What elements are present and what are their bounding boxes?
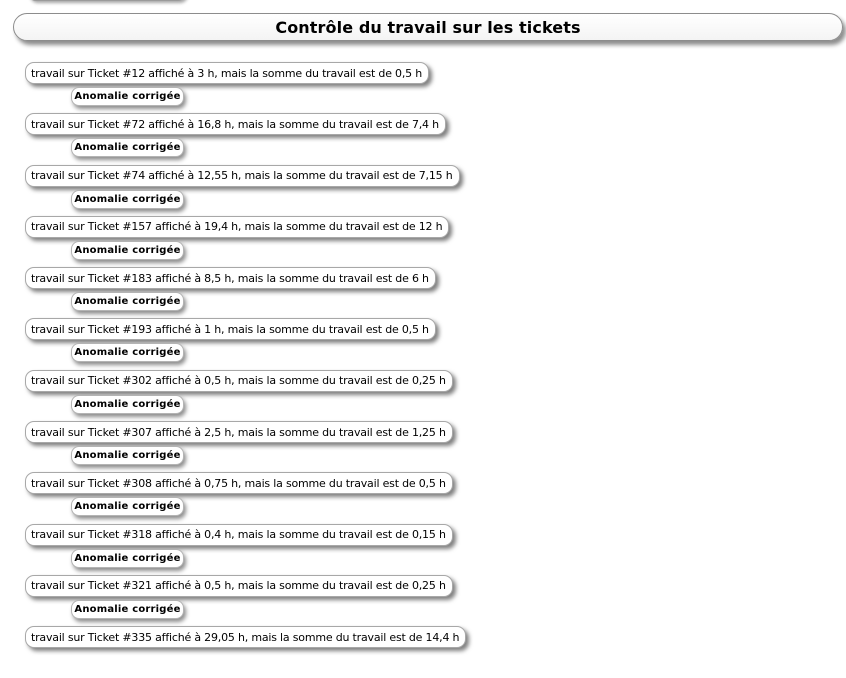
anomaly-fixed-button[interactable]: Anomalie corrigée <box>71 138 184 157</box>
anomaly-item <box>25 62 825 113</box>
anomaly-item <box>25 216 825 267</box>
section-title: Contrôle du travail sur les tickets <box>275 17 581 37</box>
anomaly-message: travail sur Ticket #72 affiché à 16,8 h, mais la somme du travail est de 7,4 h <box>25 113 446 135</box>
anomaly-item <box>25 318 825 369</box>
anomaly-fixed-button[interactable]: Anomalie corrigée <box>71 549 184 568</box>
section-header <box>13 13 843 41</box>
anomaly-fixed-button[interactable]: Anomalie corrigée <box>71 600 184 619</box>
anomaly-message: travail sur Ticket #307 affiché à 2,5 h, mais la somme du travail est de 1,25 h <box>25 421 453 443</box>
anomaly-item <box>25 113 825 164</box>
anomaly-message: travail sur Ticket #321 affiché à 0,5 h, mais la somme du travail est de 0,25 h <box>25 575 453 597</box>
anomaly-message: travail sur Ticket #318 affiché à 0,4 h, mais la somme du travail est de 0,15 h <box>25 524 453 546</box>
anomaly-fixed-button[interactable]: Anomalie corrigée <box>71 241 184 260</box>
anomaly-fixed-button[interactable]: Anomalie corrigée <box>71 190 184 209</box>
anomaly-message: travail sur Ticket #335 affiché à 29,05 h, mais la somme du travail est de 14,4 h <box>25 626 466 648</box>
anomaly-message: travail sur Ticket #308 affiché à 0,75 h, mais la somme du travail est de 0,5 h <box>25 472 453 494</box>
previous-section-bottom <box>28 0 186 1</box>
anomaly-item <box>25 626 825 677</box>
anomaly-message: travail sur Ticket #302 affiché à 0,5 h, mais la somme du travail est de 0,25 h <box>25 370 453 392</box>
anomaly-message: travail sur Ticket #193 affiché à 1 h, mais la somme du travail est de 0,5 h <box>25 318 436 340</box>
anomaly-message: travail sur Ticket #183 affiché à 8,5 h, mais la somme du travail est de 6 h <box>25 267 436 289</box>
anomaly-fixed-button[interactable]: Anomalie corrigée <box>71 395 184 414</box>
anomaly-item <box>25 575 825 626</box>
anomaly-fixed-button[interactable]: Anomalie corrigée <box>71 497 184 516</box>
anomaly-fixed-button[interactable]: Anomalie corrigée <box>71 292 184 311</box>
anomaly-fixed-button[interactable]: Anomalie corrigée <box>71 343 184 362</box>
anomaly-message: travail sur Ticket #157 affiché à 19,4 h, mais la somme du travail est de 12 h <box>25 216 449 238</box>
anomaly-item <box>25 370 825 421</box>
anomaly-item <box>25 421 825 472</box>
anomaly-list <box>25 62 825 678</box>
anomaly-item <box>25 267 825 318</box>
anomaly-message: travail sur Ticket #74 affiché à 12,55 h, mais la somme du travail est de 7,15 h <box>25 165 460 187</box>
anomaly-message: travail sur Ticket #12 affiché à 3 h, mais la somme du travail est de 0,5 h <box>25 62 429 84</box>
anomaly-item <box>25 472 825 523</box>
anomaly-fixed-button[interactable]: Anomalie corrigée <box>71 446 184 465</box>
anomaly-item <box>25 524 825 575</box>
anomaly-fixed-button[interactable]: Anomalie corrigée <box>71 87 184 106</box>
anomaly-item <box>25 165 825 216</box>
